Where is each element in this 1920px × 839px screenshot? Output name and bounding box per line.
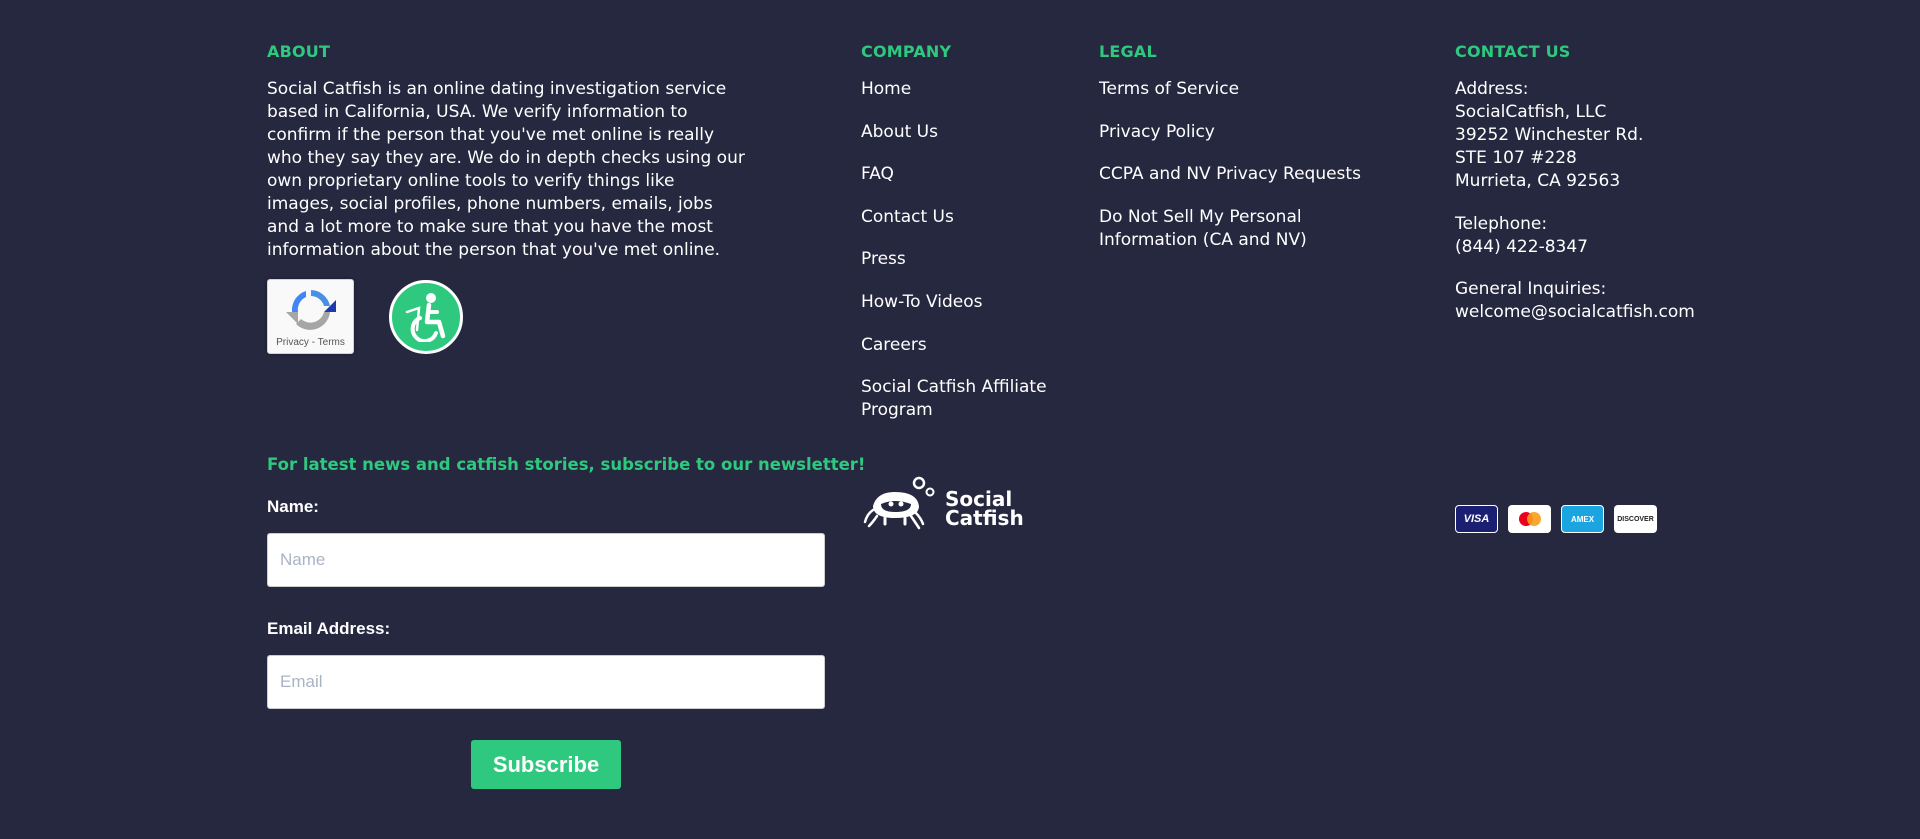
social-catfish-logo[interactable]	[863, 474, 1023, 534]
address-label: Address:	[1455, 79, 1529, 99]
address-block	[1455, 78, 1695, 193]
legal-link-ccpa-nv[interactable]: CCPA and NV Privacy Requests	[1099, 164, 1361, 185]
email-label: Email Address:	[267, 619, 391, 638]
about-text: Social Catfish is an online dating investigation service based in California, USA. We verify information to confirm if the person that you've met online is really who they say they are. We do in depth checks using our own proprietary online tools to verify things like images, social profiles, phone numbers, emails, jobs and a lot more to make sure that you have the most information about the person that you've met online.	[267, 79, 745, 260]
company-link-home[interactable]: Home	[861, 79, 912, 99]
inquiries-block	[1455, 278, 1695, 324]
logo-text-line: Catfish	[945, 506, 1024, 530]
contact-info	[1455, 78, 1695, 344]
contact-heading: CONTACT US	[1455, 42, 1571, 61]
amex-card-icon: AMEX	[1561, 505, 1604, 533]
catfish-logo-icon	[863, 474, 945, 534]
legal-links	[1099, 78, 1369, 271]
mastercard-card-icon	[1508, 505, 1551, 533]
company-link-careers[interactable]: Careers	[861, 334, 927, 355]
telephone-block	[1455, 213, 1695, 259]
about-heading: ABOUT	[267, 42, 331, 61]
email-input[interactable]	[267, 655, 825, 709]
logo-text	[945, 487, 1024, 530]
company-link-how-to-videos[interactable]: How-To Videos	[861, 291, 983, 312]
accessibility-button[interactable]	[389, 280, 463, 354]
recaptcha-icon	[286, 286, 336, 334]
company-link-press[interactable]: Press	[861, 249, 906, 270]
legal-heading: LEGAL	[1099, 42, 1157, 61]
company-heading: COMPANY	[861, 42, 952, 61]
telephone-number[interactable]: (844) 422-8347	[1455, 236, 1588, 257]
legal-link-privacy-policy[interactable]: Privacy Policy	[1099, 121, 1215, 142]
wheelchair-accessibility-icon	[403, 292, 449, 342]
company-link-affiliate-program[interactable]: Social Catfish Affiliate Program	[861, 377, 1047, 421]
visa-card-icon: VISA	[1455, 505, 1498, 533]
newsletter-heading: For latest news and catfish stories, subscribe to our newsletter!	[267, 455, 866, 474]
legal-link-do-not-sell[interactable]: Do Not Sell My Personal Information (CA and NV)	[1099, 206, 1307, 250]
discover-card-icon: DISCOVER	[1614, 505, 1657, 533]
address-line: SocialCatfish, LLC	[1455, 102, 1607, 122]
telephone-label: Telephone:	[1455, 213, 1548, 234]
address-line: 39252 Winchester Rd.	[1455, 125, 1644, 145]
legal-link-terms[interactable]: Terms of Service	[1099, 79, 1240, 99]
company-links	[861, 78, 1051, 442]
inquiries-label: General Inquiries:	[1455, 279, 1607, 299]
recaptcha-links[interactable]: Privacy - Terms	[276, 337, 345, 348]
company-link-faq[interactable]: FAQ	[861, 164, 894, 185]
subscribe-button[interactable]: Subscribe	[471, 740, 621, 789]
company-link-about-us[interactable]: About Us	[861, 121, 938, 142]
recaptcha-badge[interactable]	[267, 279, 354, 354]
logo-text-line: Social	[945, 487, 1013, 511]
inquiries-email[interactable]: welcome@socialcatfish.com	[1455, 302, 1695, 322]
address-line: Murrieta, CA 92563	[1455, 171, 1621, 191]
company-link-contact-us[interactable]: Contact Us	[861, 206, 954, 227]
name-input[interactable]	[267, 533, 825, 587]
name-label: Name:	[267, 497, 319, 516]
address-line: STE 107 #228	[1455, 148, 1577, 168]
